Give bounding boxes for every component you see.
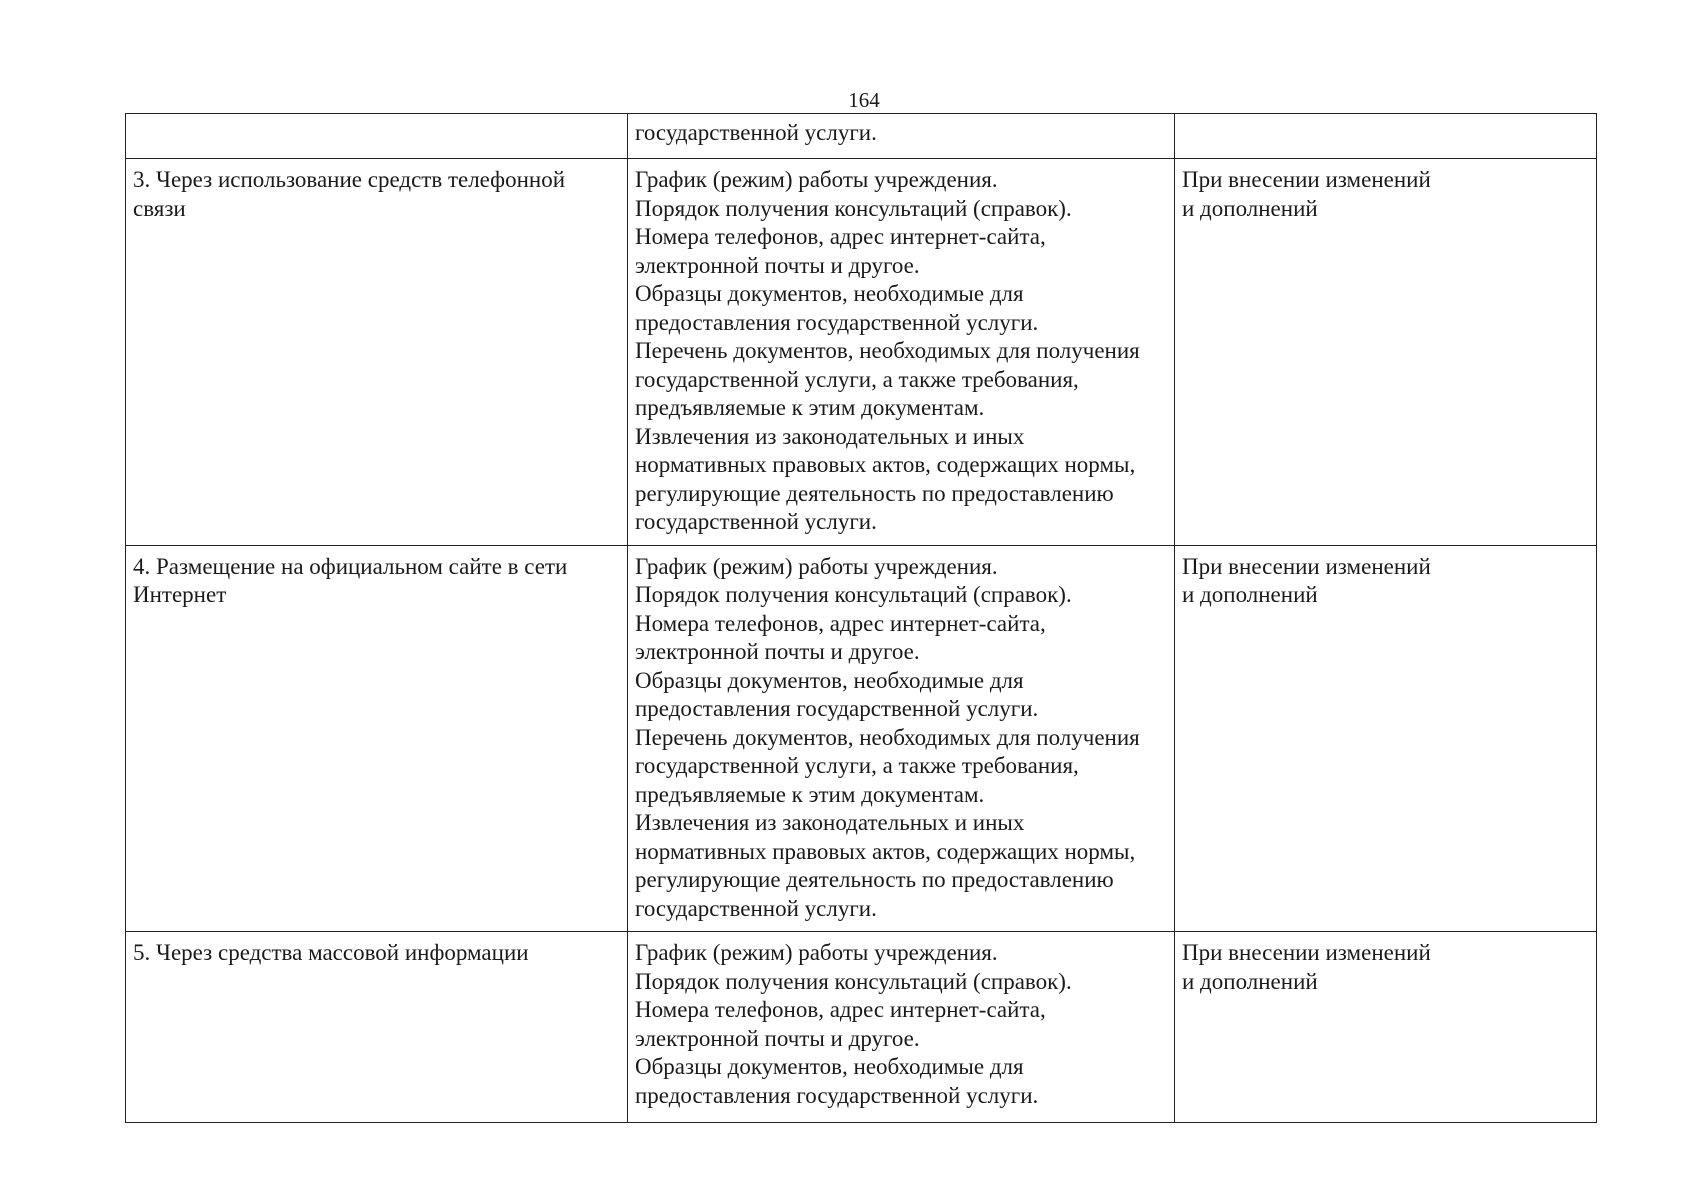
table-row-website xyxy=(126,545,1597,932)
content-line: регулирующие деятельность по предоставлению xyxy=(635,867,1114,892)
content-line: предоставления государственной услуги. xyxy=(635,309,1039,335)
update-cell xyxy=(1175,545,1597,932)
update-cell xyxy=(1175,159,1597,546)
content-line: государственной услуги, а также требования, xyxy=(635,366,1079,392)
content-line: предоставления государственной услуги. xyxy=(635,696,1039,721)
content-line: нормативных правовых актов, содержащих нормы, xyxy=(635,452,1136,477)
content-line: График (режим) работы учреждения. xyxy=(635,167,998,192)
content-line: Перечень документов, необходимых для получения xyxy=(635,338,1140,363)
content-line: электронной почты и другое. xyxy=(635,252,920,278)
content-line: Образцы документов, необходимые для xyxy=(635,1054,1024,1079)
content-line: Порядок получения консультаций (справок). xyxy=(635,582,1072,607)
content-line: государственной услуги, а также требования, xyxy=(635,753,1079,778)
content-line: государственной услуги. xyxy=(635,895,877,921)
content-cell xyxy=(628,545,1175,932)
content-line: Номера телефонов, адрес интернет-сайта, xyxy=(635,224,1046,249)
table-row-phone xyxy=(126,159,1597,546)
update-cell xyxy=(1175,114,1597,159)
content-line: Извлечения из законодательных и иных xyxy=(635,810,1025,835)
content-line: Перечень документов, необходимых для получения xyxy=(635,724,1140,750)
update-line: и дополнений xyxy=(1182,968,1318,994)
method-line: 4. Размещение на официальном сайте в сети xyxy=(133,553,568,579)
method-line: связи xyxy=(133,195,186,221)
content-line: электронной почты и другое. xyxy=(635,639,920,664)
content-cell xyxy=(628,159,1175,546)
method-cell xyxy=(126,159,628,546)
content-line: Порядок получения консультаций (справок). xyxy=(635,968,1072,994)
update-line: При внесении изменений xyxy=(1182,167,1431,192)
content-line: нормативных правовых актов, содержащих нормы, xyxy=(635,838,1136,864)
content-line: График (режим) работы учреждения. xyxy=(635,940,998,965)
table-row-mass-media xyxy=(126,932,1597,1123)
content-line: государственной услуги. xyxy=(635,509,877,534)
content-cell xyxy=(628,932,1175,1123)
content-line: предоставления государственной услуги. xyxy=(635,1082,1039,1108)
table-row-continuation xyxy=(126,114,1597,159)
content-line: График (режим) работы учреждения. xyxy=(635,553,998,579)
content-line: Номера телефонов, адрес интернет-сайта, xyxy=(635,610,1046,636)
content-line: государственной услуги. xyxy=(635,120,877,145)
content-line: Образцы документов, необходимые для xyxy=(635,667,1024,693)
update-line: и дополнений xyxy=(1182,195,1318,221)
method-line: 3. Через использование средств телефонной xyxy=(133,167,566,192)
update-line: При внесении изменений xyxy=(1182,940,1431,965)
content-line: Извлечения из законодательных и иных xyxy=(635,423,1025,449)
page-number: 164 xyxy=(848,88,880,112)
method-cell xyxy=(126,114,628,159)
update-cell xyxy=(1175,932,1597,1123)
content-line: Номера телефонов, адрес интернет-сайта, xyxy=(635,997,1046,1022)
content-line: предъявляемые к этим документам. xyxy=(635,781,985,807)
content-line: предъявляемые к этим документам. xyxy=(635,395,985,420)
content-line: Порядок получения консультаций (справок). xyxy=(635,195,1072,221)
content-cell xyxy=(628,114,1175,159)
content-line: электронной почты и другое. xyxy=(635,1025,920,1051)
method-line: 5. Через средства массовой информации xyxy=(133,940,529,965)
method-cell xyxy=(126,932,628,1123)
method-cell xyxy=(126,545,628,932)
content-line: Образцы документов, необходимые для xyxy=(635,281,1024,306)
update-line: и дополнений xyxy=(1182,582,1318,607)
update-line: При внесении изменений xyxy=(1182,553,1431,579)
method-line: Интернет xyxy=(133,582,227,607)
information-table xyxy=(125,113,1597,1123)
content-line: регулирующие деятельность по предоставлению xyxy=(635,480,1114,506)
